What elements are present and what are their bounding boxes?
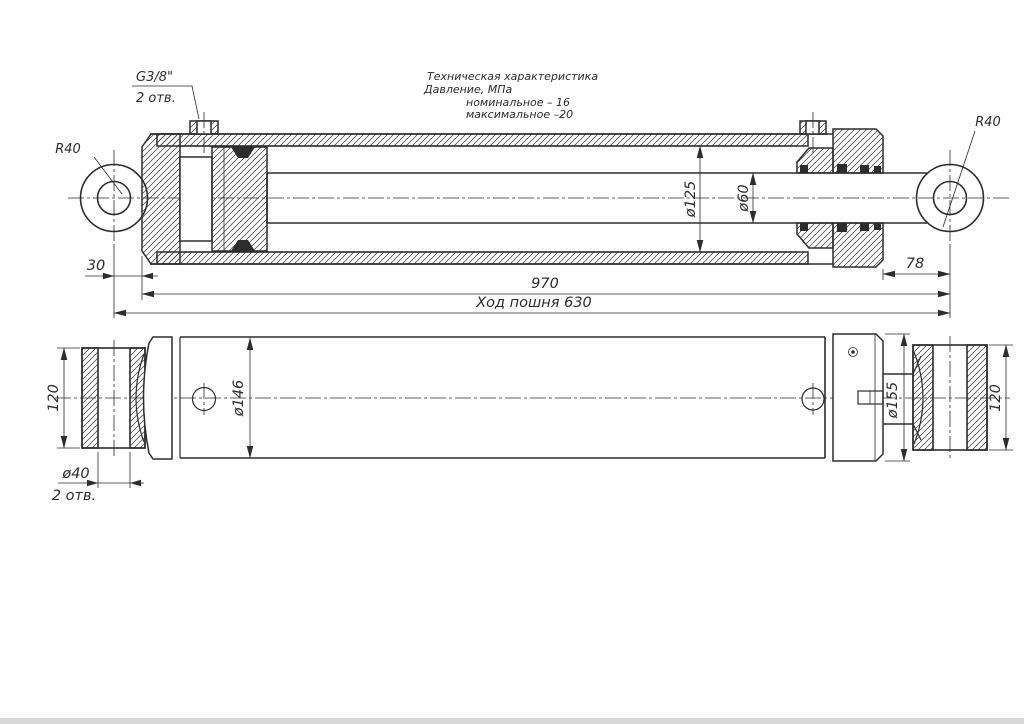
rod-end-label: 78 — [905, 256, 925, 272]
port-holes-label: 2 отв. — [136, 91, 176, 106]
dim-rod-end — [883, 246, 950, 318]
front-port-hole — [802, 383, 824, 415]
radius-right-callout — [943, 115, 1001, 227]
rear-port-hole — [193, 383, 216, 415]
stroke-label: Ход пошня 630 — [476, 295, 592, 311]
radius-right-label: R40 — [975, 115, 1001, 130]
piston — [212, 147, 267, 251]
dim-length — [142, 276, 950, 294]
tech-spec-title: Техническая характеристика — [427, 70, 599, 83]
eye-offset-label: 30 — [86, 258, 106, 274]
dim-eye-hole — [52, 452, 144, 504]
dim-head-dia — [885, 334, 910, 461]
dim-bore — [683, 146, 700, 252]
eye-width-right-label: 120 — [988, 384, 1004, 412]
tech-spec-maximal: максимальное –20 — [466, 108, 574, 121]
dim-rod — [736, 173, 753, 223]
radius-left-callout — [55, 142, 122, 194]
eye-width-left-label: 120 — [46, 384, 62, 412]
dim-eye-width-right — [988, 345, 1013, 450]
tech-spec-pressure: Давление, МПа — [424, 83, 513, 96]
rear-cap — [142, 134, 180, 264]
bore-dia-label: ø125 — [683, 180, 699, 218]
section-view — [55, 70, 1010, 318]
front-head — [833, 334, 883, 461]
external-view — [46, 334, 1013, 504]
page-edge — [0, 718, 1024, 724]
barrel-dia-label: ø146 — [231, 379, 247, 417]
dim-stroke — [114, 295, 950, 313]
tech-spec-block — [423, 70, 598, 121]
length-label: 970 — [531, 276, 559, 292]
tech-spec-nominal: номинальное – 16 — [466, 96, 570, 109]
rear-cap-external — [144, 337, 173, 459]
port-callout — [132, 70, 199, 119]
eye-hole-dia-label: ø40 — [62, 466, 90, 482]
port-thread-label: G3/8" — [136, 70, 173, 85]
piston-spacer — [180, 157, 212, 241]
rod-dia-label: ø60 — [736, 184, 752, 212]
dim-barrel-dia — [231, 338, 250, 458]
right-eye-block — [913, 336, 987, 460]
head-dia-label: ø155 — [885, 381, 901, 419]
barrel-external — [180, 337, 825, 458]
eye-hole-qty-label: 2 отв. — [51, 488, 97, 504]
radius-left-label: R40 — [55, 142, 81, 157]
